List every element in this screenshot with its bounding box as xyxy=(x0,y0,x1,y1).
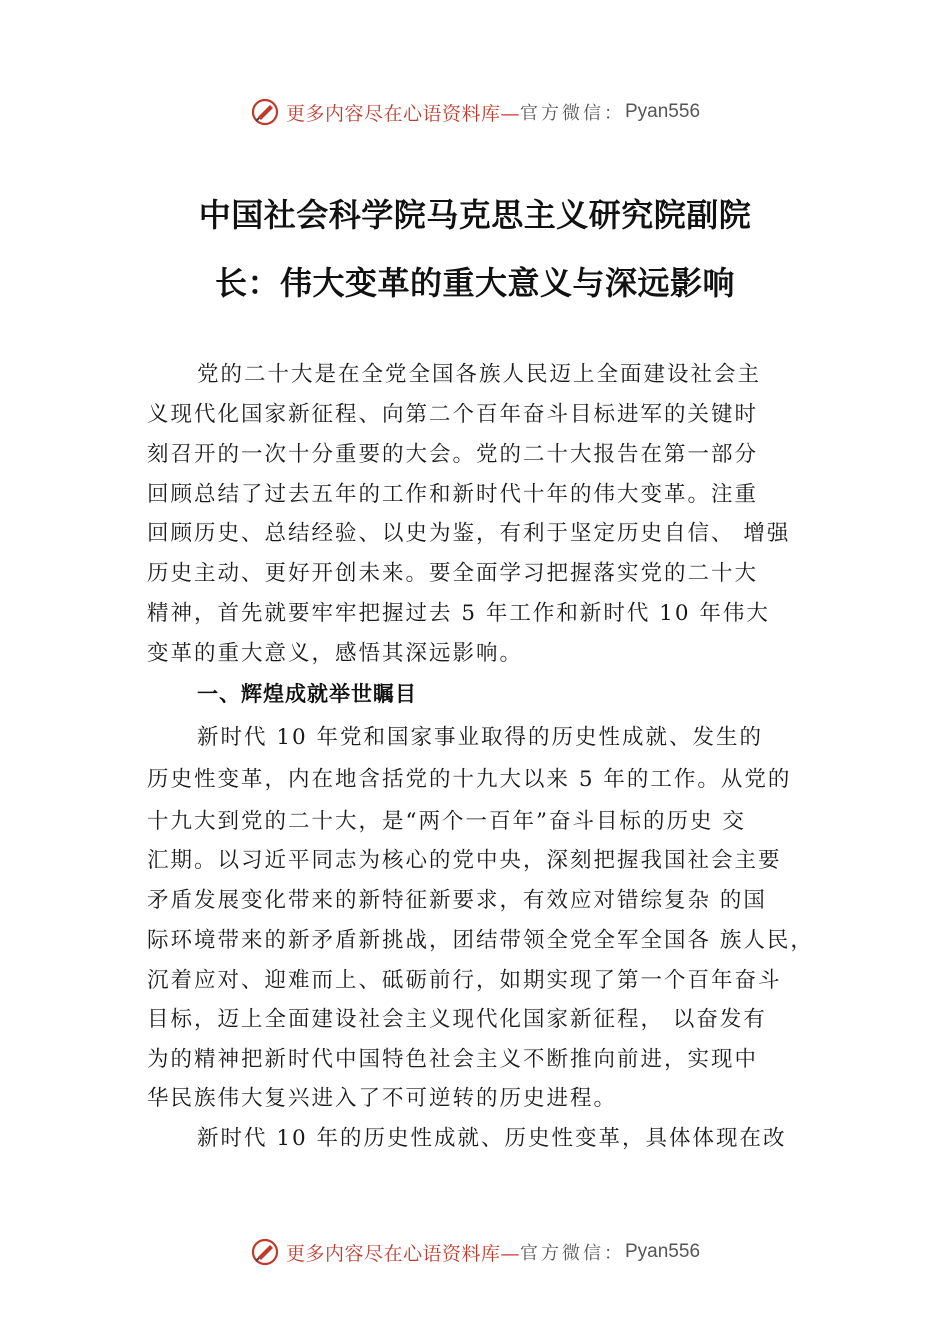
paragraph-2-line: 新时代 10 年党和国家事业取得的历史性成就、发生的 xyxy=(197,725,764,750)
paragraph-2-line: 十九大到党的二十大，是“两个一百年”奋斗目标的历史 交 xyxy=(147,809,746,834)
paragraph-1-line: 变革的重大意义，感悟其深远影响。 xyxy=(147,641,524,666)
banner-wechat-id: Pyan556 xyxy=(625,101,701,122)
paragraph-2-line: 历史性变革，内在地含括党的十九大以来 5 年的工作。从党的 xyxy=(147,767,792,792)
page-title-line-1: 中国社会科学院马克思主义研究院副院 xyxy=(198,196,752,234)
paragraph-1-line: 刻召开的一次十分重要的大会。党的二十大报告在第一部分 xyxy=(147,442,759,467)
paragraph-1-line: 回顾总结了过去五年的工作和新时代十年的伟大变革。注重 xyxy=(147,482,759,507)
brand-logo-icon xyxy=(250,97,280,127)
banner-text: 更多内容尽在心语资料库— xyxy=(285,102,520,125)
paragraph-2-line: 华民族伟大复兴进入了不可逆转的历史进程。 xyxy=(147,1086,618,1111)
paragraph-3-line: 新时代 10 年的历史性成就、历史性变革，具体体现在改 xyxy=(197,1126,787,1151)
paragraph-2-line: 汇期。以习近平同志为核心的党中央，深刻把握我国社会主要 xyxy=(147,848,782,873)
paragraph-2-line: 沉着应对、迎难而上、砥砺前行，如期实现了第一个百年奋斗 xyxy=(147,968,782,993)
page-title-line-2: 长：伟大变革的重大意义与深远影响 xyxy=(214,264,735,302)
banner-text: 更多内容尽在心语资料库— xyxy=(285,1242,520,1265)
banner-wechat-label: 官方微信： xyxy=(520,1243,625,1264)
footer-banner xyxy=(0,1232,950,1272)
paragraph-2-line: 目标，迈上全面建设社会主义现代化国家新征程， 以奋发有 xyxy=(147,1007,767,1032)
brand-logo-icon xyxy=(250,1237,280,1267)
header-banner xyxy=(0,92,950,132)
paragraph-2-line: 际环境带来的新矛盾新挑战，团结带领全党全军全国各 族人民， xyxy=(147,928,814,953)
paragraph-1-line: 精神，首先就要牢牢把握过去 5 年工作和新时代 10 年伟大 xyxy=(147,601,770,626)
paragraph-2-line: 为的精神把新时代中国特色社会主义不断推向前进，实现中 xyxy=(147,1047,759,1072)
paragraph-1-line: 党的二十大是在全党全国各族人民迈上全面建设社会主 xyxy=(197,362,762,387)
paragraph-1-line: 回顾历史、总结经验、以史为鉴，有利于坚定历史自信、 增强 xyxy=(147,521,791,546)
section-heading-1: 一、辉煌成就举世瞩目 xyxy=(197,682,417,706)
banner-wechat-label: 官方微信： xyxy=(520,103,625,124)
paragraph-1-line: 历史主动、更好开创未来。要全面学习把握落实党的二十大 xyxy=(147,561,759,586)
paragraph-2-line: 矛盾发展变化带来的新特征新要求，有效应对错综复杂 的国 xyxy=(147,888,767,913)
paragraph-1-line: 义现代化国家新征程、向第二个百年奋斗目标进军的关键时 xyxy=(147,402,759,427)
banner-wechat-id: Pyan556 xyxy=(625,1241,701,1262)
